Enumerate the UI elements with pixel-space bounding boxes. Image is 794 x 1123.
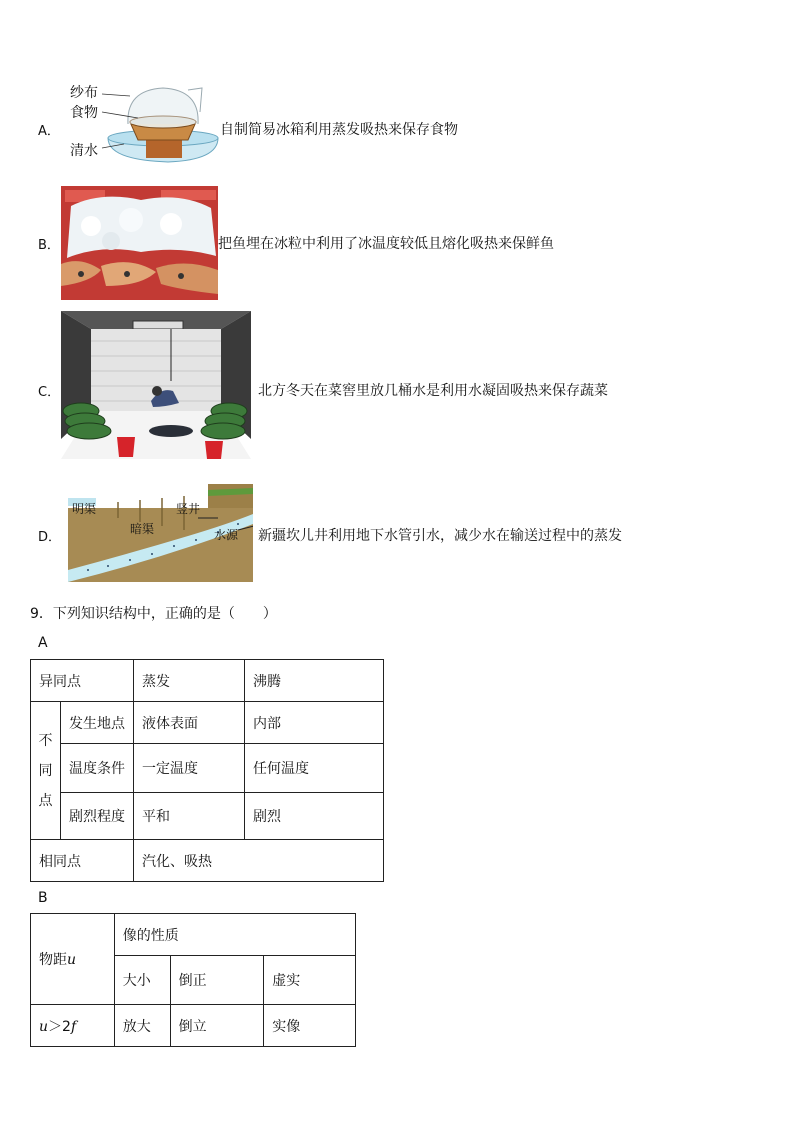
- hidden-canal-label: 暗渠: [130, 522, 155, 536]
- table-cell: 像的性质: [114, 914, 355, 956]
- water-label: 清水: [70, 143, 98, 159]
- table-cell: 剧烈: [245, 793, 384, 840]
- vegetable-cellar-figure: [61, 311, 251, 459]
- karez-figure: [68, 484, 253, 582]
- gauze-label: 纱布: [70, 85, 98, 101]
- vegetable-cellar-illustration: [61, 311, 251, 459]
- table-cell: 虚实: [264, 956, 356, 1005]
- table-a: [30, 659, 384, 882]
- table-cell: 放大: [114, 1005, 170, 1047]
- fish-in-ice-illustration: [61, 186, 218, 300]
- question-9-stem: 9．下列知识结构中，正确的是（ ）: [30, 606, 277, 622]
- object-distance-symbol: u: [67, 952, 77, 968]
- table-b-letter: B: [38, 890, 48, 906]
- table-row: [31, 702, 384, 744]
- table-cell: 剧烈程度: [61, 793, 134, 840]
- table-a-header-row: [31, 660, 384, 702]
- group-label-char: 不: [38, 732, 53, 749]
- table-cell: 一定温度: [134, 744, 245, 793]
- table-cell: 异同点: [31, 660, 134, 702]
- table-cell: 倒立: [170, 1005, 264, 1047]
- simple-fridge-figure: [68, 82, 220, 168]
- table-cell: 任何温度: [245, 744, 384, 793]
- table-cell: 平和: [134, 793, 245, 840]
- different-points-cell: [31, 702, 61, 840]
- group-label-char: 同: [38, 762, 53, 779]
- table-cell: 实像: [264, 1005, 356, 1047]
- table-row: [31, 744, 384, 793]
- table-cell: 汽化、吸热: [134, 840, 384, 882]
- table-cell: 液体表面: [134, 702, 245, 744]
- table-row: [31, 793, 384, 840]
- shaft-label: 竖井: [176, 502, 201, 516]
- food-label: 食物: [70, 105, 98, 121]
- table-b-header-row: [31, 914, 356, 956]
- table-b: [30, 913, 356, 1047]
- option-a-text: 自制简易冰箱利用蒸发吸热来保存食物: [220, 122, 458, 138]
- option-c-text: 北方冬天在菜窖里放几桶水是利用水凝固吸热来保存蔬菜: [258, 383, 608, 399]
- condition-cell: [31, 1005, 115, 1047]
- object-distance-label: 物距: [39, 952, 67, 968]
- option-a-letter: A．: [38, 124, 60, 139]
- table-cell: 相同点: [31, 840, 134, 882]
- option-b-letter: B．: [38, 238, 60, 253]
- condition-u: u: [39, 1018, 49, 1035]
- table-a-letter: A: [38, 635, 48, 651]
- option-d-letter: D．: [38, 530, 62, 545]
- table-cell: 倒正: [170, 956, 264, 1005]
- table-cell: 沸腾: [245, 660, 384, 702]
- table-row: [31, 1005, 356, 1047]
- condition-op: ＞2: [48, 1018, 71, 1035]
- option-d-text: 新疆坎儿井利用地下水管引水，减少水在输送过程中的蒸发: [258, 528, 622, 544]
- table-cell: 温度条件: [61, 744, 134, 793]
- option-c-letter: C．: [38, 385, 61, 400]
- condition-f: f: [70, 1018, 77, 1035]
- table-cell: 内部: [245, 702, 384, 744]
- water-source-label: 水源: [214, 528, 239, 542]
- open-canal-label: 明渠: [72, 502, 97, 516]
- option-b-text: 把鱼埋在冰粒中利用了冰温度较低且熔化吸热来保鲜鱼: [218, 236, 554, 252]
- fish-in-ice-photo: [61, 186, 218, 300]
- group-label-char: 点: [38, 792, 53, 809]
- table-cell: 发生地点: [61, 702, 134, 744]
- table-cell: 蒸发: [134, 660, 245, 702]
- object-distance-header: [31, 914, 115, 1005]
- table-cell: 大小: [114, 956, 170, 1005]
- table-row: [31, 840, 384, 882]
